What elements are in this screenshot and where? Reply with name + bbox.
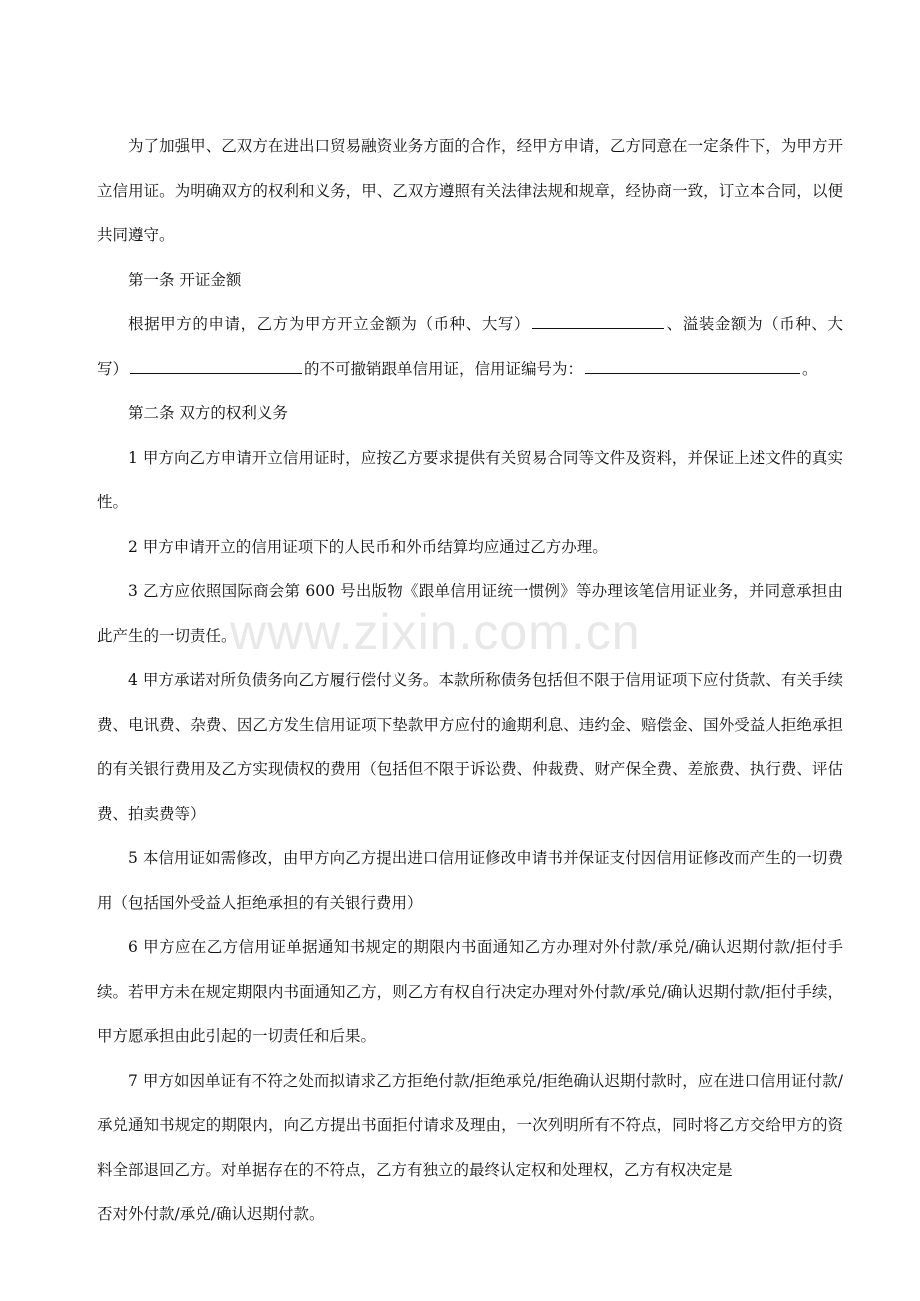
amount-blank (532, 327, 664, 329)
article-1-text-4: 。 (802, 359, 818, 378)
article-1-text-1: 根据甲方的申请，乙方为甲方开立金额为（币种、大写） (128, 315, 531, 333)
overload-amount-blank (130, 372, 302, 374)
lc-number-blank (585, 372, 800, 374)
article-1-text-3: 的不可撤销跟单信用证，信用证编号为： (304, 359, 584, 378)
article-2-item-3: 3 乙方应依照国际商会第 600 号出版物《跟单信用证统一惯例》等办理该笔信用证业务，并同意承担由此产生的一切责任。 (97, 582, 843, 645)
article-2-item-6: 6 甲方应在乙方信用证单据通知书规定的期限内书面通知乙方办理对外付款/承兑/确认迟期付款/拒付手续。若甲方未在规定期限内书面通知乙方，则乙方有权自行决定办理对外付款/承兑/确认迟期付款/拒付手续，甲方愿承担由此引起的一切责任和后果。 (97, 938, 843, 1045)
watermark: www.zixin.com.cn (230, 604, 641, 660)
article-1-text-2: 、溢装金额为（币种、大写） (97, 315, 843, 378)
article-2-item-1: 1 甲方向乙方申请开立信用证时，应按乙方要求提供有关贸易合同等文件及资料，并保证上述文件的真实性。 (97, 448, 843, 511)
article-2-item-2: 2 甲方申请开立的信用证项下的人民币和外币结算均应通过乙方办理。 (128, 537, 608, 556)
article-2-item-7-continued: 否对外付款/承兑/确认迟期付款。 (97, 1205, 325, 1223)
article-2-item-5: 5 本信用证如需修改，由甲方向乙方提出进口信用证修改申请书并保证支付因信用证修改而产生的一切费用（包括国外受益人拒绝承担的有关银行费用） (97, 849, 843, 912)
article-2-item-4: 4 甲方承诺对所负债务向乙方履行偿付义务。本款所称债务包括但不限于信用证项下应付货款、有关手续费、电讯费、杂费、因乙方发生信用证项下垫款甲方应付的逾期利息、违约金、赔偿金、国外受益人拒绝承担的有关银行费用及乙方实现债权的费用（包括但不限于诉讼费、仲裁费、财产保全费、差旅费、执行费、评估费、拍卖费等） (97, 671, 843, 823)
article-2-title: 第二条 双方的权利义务 (128, 404, 288, 422)
intro-paragraph: 为了加强甲、乙双方在进出口贸易融资业务方面的合作，经甲方申请，乙方同意在一定条件下，为甲方开立信用证。为明确双方的权利和义务，甲、乙双方遵照有关法律法规和规章，经协商一致，订立本合同，以便共同遵守。 (97, 137, 843, 244)
article-1-paragraph (97, 302, 843, 391)
article-2-item-7: 7 甲方如因单证有不符之处而拟请求乙方拒绝付款/拒绝承兑/拒绝确认迟期付款时，应在进口信用证付款/承兑通知书规定的期限内，向乙方提出书面拒付请求及理由，一次列明所有不符点，同时将乙方交给甲方的资料全部退回乙方。对单据存在的不符点，乙方有独立的最终认定权和处理权，乙方有权决定是 (97, 1071, 843, 1179)
article-1-title: 第一条 开证金额 (128, 270, 242, 289)
contract-body (97, 124, 843, 1237)
